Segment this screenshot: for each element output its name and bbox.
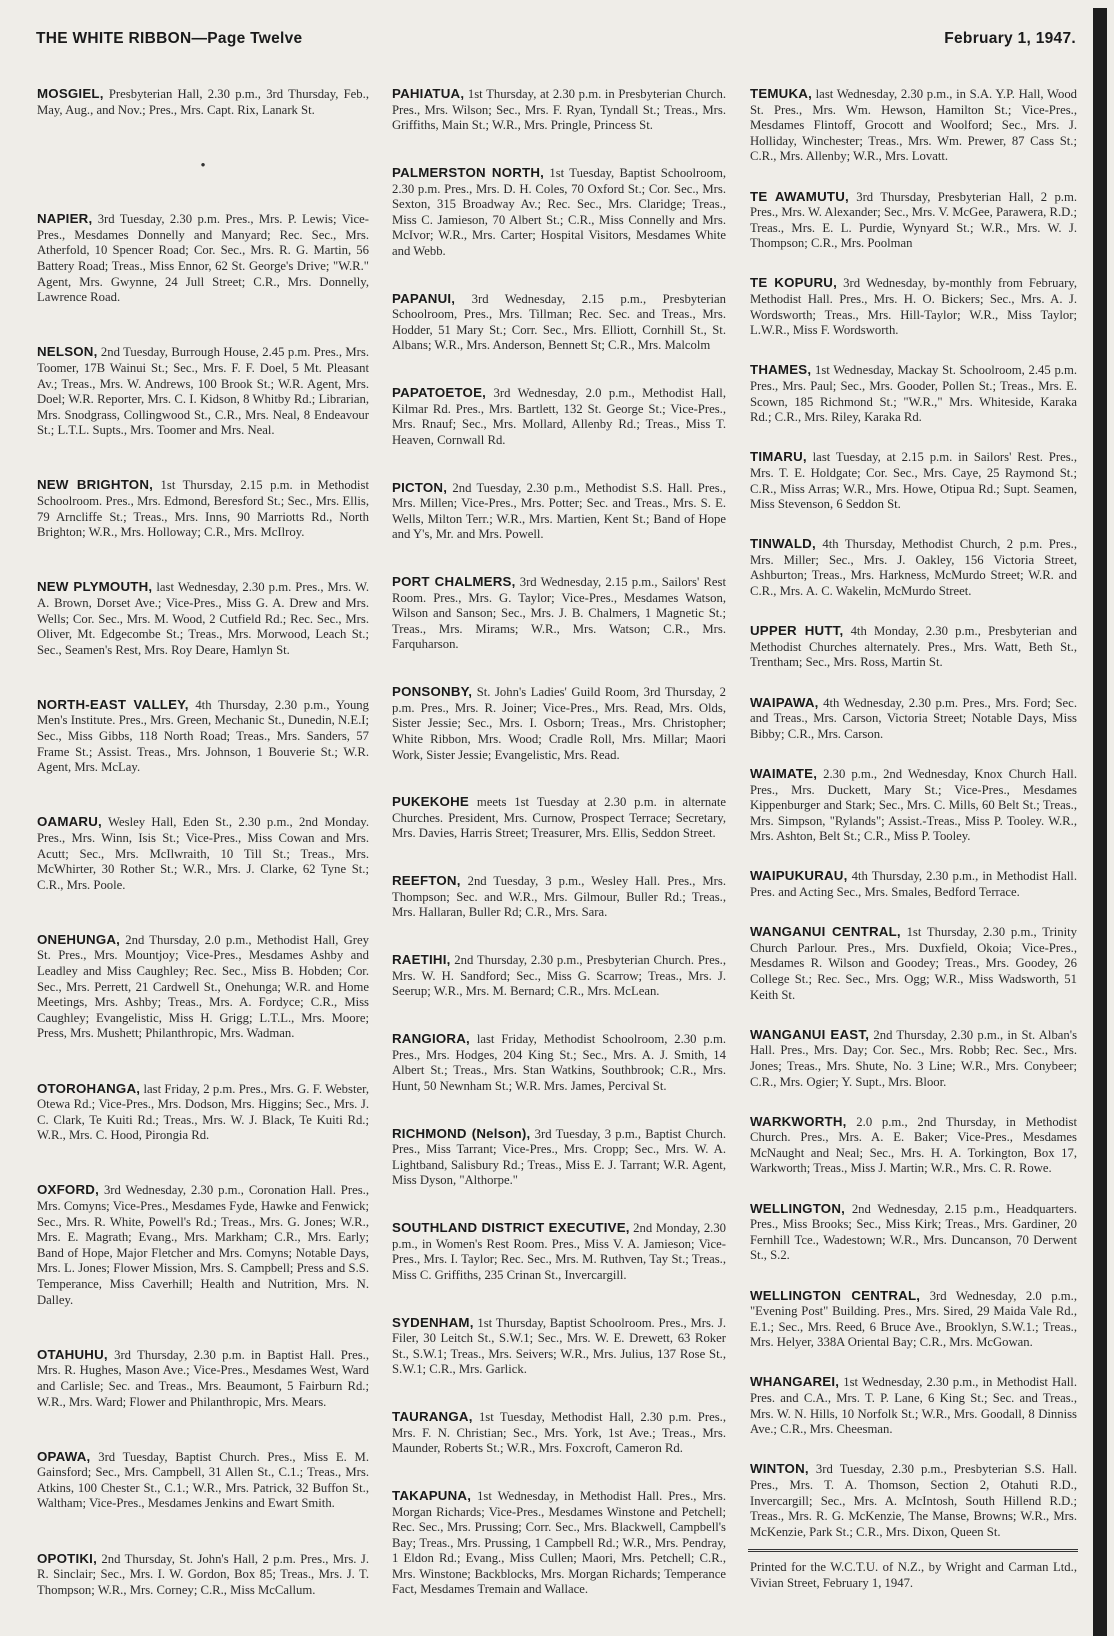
branch-entry [392, 574, 726, 653]
branch-entry [750, 189, 1077, 252]
branch-name: PAPATOETOE, [392, 385, 487, 401]
branch-details: 2nd Wednesday, 2.15 p.m., Headquarters. Pres., Miss Brooks; Sec., Miss Kirk; Treas., Mrs. Gardiner, 20 Fernhill Tce., Wadestown; W.R., Mrs. Duncanson, 70 Derwent St., S.2. [750, 1201, 1077, 1263]
branch-name: OTAHUHU, [37, 1346, 108, 1362]
branch-details: 3rd Wednesday, 2.0 p.m., "Evening Post" Building. Pres., Mrs. Sired, 29 Maida Vale Rd., E.1.; Sec., Mrs. Reed, 6 Bruce Ave., Brooklyn, S.W.1.; Treas., Mrs. Helyer, 338A Oriental Bay; C.R., Mrs. McGowan. [750, 1288, 1078, 1350]
branch-details: last Wednesday, 2.30 p.m. Pres., Mrs. W. A. Brown, Dorset Ave.; Vice-Pres., Miss G. A. Drew and Mrs. Wells; Cor. Sec., Mrs. M. Wood, 2 Cutfield Rd.; Rec. Sec., Mrs. Oliver, Mt. Edgecombe St.; Treas., Mrs. Morwood, Leach St.; Sec., Seamen's Rest, Mrs. Roy Deare, Hamlyn St. [37, 580, 369, 657]
branch-name: OTOROHANGA, [37, 1080, 141, 1096]
branch-entry [37, 932, 369, 1042]
column-3 [750, 86, 1077, 1540]
branch-details: 4th Thursday, Methodist Church, 2 p.m. Pres., Mrs. Miller; Sec., Mrs. J. Oakley, 156 Victoria Street, Ashburton; Treas., Mrs. Harkness, McMurdo Street; W.R. and C.R., Mrs. A. C. Wakelin, McMurdo Street. [750, 537, 1077, 599]
branch-details: 3rd Tuesday, 2.30 p.m. Pres., Mrs. P. Lewis; Vice-Pres., Mesdames Donnelly and Manyard; Rec. Sec., Mrs. Atherfold, 10 Spencer Road; Cor. Sec., Mrs. R. G. Martin, 56 Battery Road; Treas., Miss Ennor, 62 St. George's Drive; "W.R." Agent, Mrs. Gwynne, 24 Jull Street; C.R., Mrs. Donnelly, Lawrence Road. [37, 212, 370, 305]
branch-entry [392, 952, 726, 1000]
branch-name: TE KOPURU, [750, 275, 837, 291]
branch-details: 1st Thursday, 2.15 p.m. in Methodist Schoolroom. Pres., Mrs. Edmond, Beresford St.; Sec., Mrs. Ellis, 79 Arncliffe St.; Treas., Mrs. Inns, 90 Marriotts Rd., North Brighton; W.R., Mrs. Holloway; C.R., Mrs. McIlroy. [37, 478, 370, 540]
branch-details: last Tuesday, at 2.15 p.m. in Sailors' Rest. Pres., Mrs. T. E. Holdgate; Cor. Sec., Mrs. Caye, 25 Raymond St.; C.R., Miss Arras; W.R., Mrs. Howe, Otipua Rd.; Supt. Seamen, Miss Stevenson, 6 Seddon St. [750, 450, 1077, 512]
branch-entry [750, 536, 1077, 599]
branch-details: 1st Thursday, 2.30 p.m., Trinity Church Parlour. Pres., Mrs. Duxfield, Okoia; Vice-Pres., Mesdames R. Wilson and Goodey; Treas., Mrs. Goodey, 26 College St.; Rec. Sec., Mrs. Ogg; W.R., Miss Wadsworth, 51 Keith St. [750, 925, 1077, 1002]
branch-details: 3rd Tuesday, 2.30 p.m., Presbyterian S.S. Hall. Pres., Mrs. T. A. Thomson, Section 2, Otahuti R.D., Invercargill; Sec., Mrs. A. McIntosh, South Hillend R.D.; Treas., Mrs. R. G. McKenzie, The Manse, Browns; W.R., Mrs. McKenzie, Park St.; C.R., Mrs. Dixon, Queen St. [750, 1462, 1078, 1539]
branch-name: PICTON, [392, 479, 448, 495]
branch-name: PONSONBY, [392, 684, 473, 700]
branch-entry [392, 1126, 726, 1189]
branch-details: 1st Wednesday, in Methodist Hall. Pres., Mrs. Morgan Richards; Vice-Pres., Mesdames Winstone and Petchell; Rec. Sec., Mrs. Prussing; Corr. Sec., Mrs. Blackwell, Campbell's Bay; Treas., Mrs. Prussing, 1 Campbell Rd.; W.R., Mrs. Pendray, 1 Eldon Rd.; Evang., Miss Cullen; Maori, Mrs. Petchell; C.R., Mrs. Winstone; Backblocks, Mrs. Morgan Richards; Temperance Fact, Mesdames Tremain and Wallace. [392, 1488, 726, 1597]
branch-name: PORT CHALMERS, [392, 574, 516, 590]
branch-name: TAKAPUNA, [392, 1487, 472, 1503]
branch-details: 3rd Wednesday, 2.15 p.m., Sailors' Rest Room. Pres., Mrs. G. Taylor; Vice-Pres., Mesdames Watson, Wilson and Sanson; Sec., Mrs. J. B. Chalmers, 1 Magnetic St.; Treas., Mrs. Mirams; W.R., Mrs. Watson; C.R., Mrs. Farquharson. [392, 575, 726, 652]
branch-details: 3rd Tuesday, 3 p.m., Baptist Church. Pres., Miss Tarrant; Vice-Pres., Mrs. Cropp; Sec., Mrs. W. A. Lightband, Salisbury Rd.; Treas., Miss E. J. Tarrant; W.R. Agent, Miss Dyson, "Althorpe." [392, 1126, 726, 1188]
branch-details: 2nd Thursday, 2.30 p.m., Presbyterian Church. Pres., Mrs. W. H. Sandford; Sec., Miss G. Scarrow; Treas., Mrs. J. Seerup; W.R., Mrs. M. Bernard; C.R., Mrs. McLean. [392, 953, 727, 999]
branch-entry [392, 165, 726, 260]
branch-entry [750, 1027, 1077, 1090]
branch-name: PAPANUI, [392, 290, 456, 306]
branch-name: MOSGIEL, [37, 86, 104, 101]
branch-entry [392, 1315, 726, 1378]
branch-name: NEW PLYMOUTH, [37, 579, 153, 595]
branch-entry [750, 924, 1077, 1003]
branch-entry [392, 1409, 726, 1457]
branch-name: UPPER HUTT, [750, 623, 844, 639]
branch-name: PAHIATUA, [392, 86, 465, 101]
branch-name: WELLINGTON, [750, 1200, 846, 1216]
branch-details: 1st Thursday, Baptist Schoolroom. Pres., Mrs. J. Filer, 30 Leitch St., S.W.1; Sec., Mrs. W. E. Drewett, 63 Roker St., S.W.1; Treas., Mrs. Seivers; W.R., Mrs. Julius, 137 Rose St., S.W.1; C.R., Mrs. Garlick. [392, 1315, 726, 1377]
branch-entry [392, 873, 726, 921]
branch-details: 3rd Thursday, 2.30 p.m. in Baptist Hall. Pres., Mrs. R. Hughes, Mason Ave.; Vice-Pres., Mesdames West, Ward and Carlisle; Sec. and Treas., Mrs. Beaumont, 5 Fairburn Rd.; W.R., Mrs. Ward; Flower and Philanthropic, Mrs. Mears. [37, 1347, 369, 1409]
branch-entry [392, 684, 726, 763]
branch-name: OXFORD, [37, 1182, 99, 1198]
branch-details: 1st Tuesday, Baptist Schoolroom, 2.30 p.m. Pres., Mrs. D. H. Coles, 70 Oxford St.; Cor. Sec., Mrs. Sexton, 315 Broadway Av.; Rec. Sec., Mrs. Claridge; Treas., Miss C. Jamieson, 70 Albert St.; C.R., Miss Connelly and Mrs. McIvor; W.R., Mrs. Carter; Hospital Visitors, Mesdames White and Webb. [392, 165, 726, 258]
branch-name: WAIPUKURAU, [750, 868, 848, 884]
branch-name: NORTH-EAST VALLEY, [37, 696, 189, 712]
branch-details: 3rd Thursday, Presbyterian Hall, 2 p.m. Pres., Mrs. W. Alexander; Sec., Mrs. V. McGee, Parawera, R.D.; Treas., Mrs. E. L. Purdie, Wynyard St.; W.R., Mrs. W. J. Thompson; C.R., Mrs. Poolman [750, 189, 1077, 251]
branch-details: meets 1st Tuesday at 2.30 p.m. in alternate Churches. President, Mrs. Curnow, Prospect Terrace; Secretary, Mrs. Davies, Harris Street; Treasurer, Mrs. Ellis, Seddon Street. [392, 795, 726, 841]
running-head: THE WHITE RIBBON—Page Twelve [36, 30, 303, 47]
branch-details: last Friday, 2 p.m. Pres., Mrs. G. F. Webster, Otewa Rd.; Vice-Pres., Mrs. Dodson, Mrs. Higgins; Sec., Mrs. J. C. Clark, Te Kuiti Rd.; Treas., Mrs. W. J. Black, Te Kuiti Rd.; W.R., Mrs. C. Hood, Pirongia Rd. [37, 1081, 369, 1143]
branch-name: RICHMOND (Nelson), [392, 1125, 531, 1141]
branch-name: WINTON, [750, 1461, 809, 1477]
branch-details: 2nd Thursday, 2.30 p.m., in St. Alban's Hall. Pres., Mrs. Day; Cor. Sec., Mrs. Robb; Rec. Sec., Mrs. Jones; Treas., Mrs. Shute, No. 3 Line; W.R., Mrs. Conybeer; C.R., Mrs. Ogier; Y. Supt., Mrs. Bloor. [750, 1027, 1078, 1089]
branch-name: ONEHUNGA, [37, 931, 121, 947]
branch-name: TAURANGA, [392, 1409, 473, 1424]
branch-name: NAPIER, [37, 211, 93, 227]
branch-entry [37, 697, 369, 776]
binding-edge [1093, 8, 1107, 1636]
branch-entry [750, 449, 1077, 512]
branch-details: 2nd Tuesday, Burrough House, 2.45 p.m. Pres., Mrs. Toomer, 17B Wainui St.; Sec., Mrs. F. F. Doel, 5 Mt. Pleasant Av.; Treas., Mrs. W. Andrews, 100 Brook St.; W.R. Agent, Mrs. Doel; W.R. Reporter, Mrs. C. I. Kidson, 8 Whitby Rd.; Librarian, Mrs. Snodgrass, Collingwood St., C.R., Mrs. Neal, 8 Endeavour St.; L.T.L. Supts., Mrs. Toomer and Mrs. Neal. [37, 345, 369, 438]
branch-entry [37, 1449, 369, 1512]
branch-details: 4th Thursday, 2.30 p.m., in Methodist Hall. Pres. and Acting Sec., Mrs. Smales, Bedford Terrace. [750, 869, 1077, 900]
branch-name: OAMARU, [37, 814, 102, 830]
branch-entry [37, 86, 369, 118]
branch-name: RAETIHI, [392, 952, 451, 968]
branch-details: 2nd Tuesday, 3 p.m., Wesley Hall. Pres., Mrs. Thompson; Sec. and W.R., Mrs. Gilmour, Buller Rd.; Treas., Mrs. Hallaran, Buller Rd; C.R., Mrs. Sara. [392, 874, 727, 920]
branch-entry [37, 1081, 369, 1144]
branch-entry [392, 1220, 726, 1283]
branch-entry [392, 480, 726, 543]
branch-name: OPAWA, [37, 1448, 91, 1464]
branch-name: WHANGAREI, [750, 1374, 840, 1390]
branch-details: 1st Wednesday, 2.30 p.m., in Methodist Hall. Pres. and C.A., Mrs. T. P. Lane, 6 King St.; Sec. and Treas., Mrs. W. N. Hills, 10 Norfolk St.; W.R., Mrs. Goodall, 8 Dinniss Ave.; C.R., Mrs. Cheesman. [750, 1375, 1077, 1437]
branch-entry [750, 766, 1077, 845]
page-header [36, 26, 1076, 50]
branch-name: WAIMATE, [750, 765, 818, 781]
branch-details: Wesley Hall, Eden St., 2.30 p.m., 2nd Monday. Pres., Mrs. Winn, Isis St.; Vice-Pres., Miss Cowan and Mrs. Acutt; Sec., Mrs. McIlwraith, 10 Till St.; Treas., Mrs. McWhirter, 30 Rother St.; W.R., Mrs. J. Clarke, 62 Tyne St.; C.R., Mrs. Poole. [37, 815, 369, 892]
branch-details: 3rd Wednesday, 2.0 p.m., Methodist Hall, Kilmar Rd. Pres., Mrs. Bartlett, 132 St. George St.; Vice-Pres., Mrs. Rnauf; Sec., Mrs. Mollard, Allenby Rd.; Treas., Miss T. Heaven, Cornwall Rd. [392, 386, 726, 447]
column-2 [392, 86, 726, 1598]
branch-details: St. John's Ladies' Guild Room, 3rd Thursday, 2 p.m. Pres., Mrs. R. Joiner; Vice-Pres., Mrs. Read, Mrs. Olds, Sister Jessie; Sec., Mrs. I. Osborn; Treas., Mrs. Christopher; White Ribbon, Mrs. Wood; Cradle Roll, Mrs. Millar; Maori Work, Sister Jessie; Evangelistic, Mrs. Read. [392, 685, 727, 762]
branch-name: WARKWORTH, [750, 1113, 847, 1129]
branch-entry [750, 362, 1077, 425]
branch-name: SOUTHLAND DISTRICT EXECUTIVE, [392, 1220, 630, 1235]
branch-name: TIMARU, [750, 449, 807, 465]
branch-entry [750, 1114, 1077, 1177]
branch-details: 2nd Tuesday, 2.30 p.m., Methodist S.S. Hall. Pres., Mrs. Millen; Vice-Pres., Mrs. Potter; Sec. and Treas., Mrs. S. E. Wells, Milton Terr.; W.R., Mrs. Martien, Kent St.; Band of Hope and Y's, Mr. and Mrs. Powell. [392, 480, 726, 542]
branch-name: NEW BRIGHTON, [37, 477, 154, 493]
branch-entry [392, 794, 726, 842]
branch-name: TEMUKA, [750, 86, 812, 101]
branch-entry [750, 275, 1077, 338]
branch-entry [392, 291, 726, 354]
branch-entry [392, 1488, 726, 1598]
branch-entry [392, 86, 726, 134]
branch-entry [37, 579, 369, 658]
branch-entry [392, 1031, 726, 1094]
branch-details: 3rd Tuesday, Baptist Church. Pres., Miss E. M. Gainsford; Sec., Mrs. Campbell, 31 Allen St., C.1.; Treas., Mrs. Atkins, 100 Chester St., C.1.; W.R., Mrs. Patrick, 32 Buffon St., Waltham; Vice-Pres., Mesdames Jenkins and Ewart Smith. [37, 1449, 370, 1511]
branch-entry [750, 1201, 1077, 1264]
branch-details: 3rd Wednesday, 2.15 p.m., Presbyterian Schoolroom, Pres., Mrs. Tillman; Rec. Sec. and Treas., Mrs. Hodder, 51 Mary St.; Corr. Sec., Mrs. Elliott, Cornhill St., St. Albans; W.R., Mrs. Anderson, Bennett St; C.R., Mrs. Malcolm [392, 291, 727, 353]
branch-details: 1st Tuesday, Methodist Hall, 2.30 p.m. Pres., Mrs. F. N. Christian; Sec., Mrs. York, 1st Ave.; Treas., Mrs. Maunder, Roberts St.; W.R., Mrs. Foxcroft, Cameron Rd. [392, 1410, 726, 1456]
branch-details: 2nd Thursday, St. John's Hall, 2 p.m. Pres., Mrs. J. R. Sinclair; Sec., Mrs. I. W. Gordon, Box 85; Treas., Mrs. J. T. Thompson; W.R., Mrs. Corney; C.R., Miss McCallum. [37, 1551, 369, 1597]
branch-details: Presbyterian Hall, 2.30 p.m., 3rd Thursday, Feb., May, Aug., and Nov.; Pres., Mrs. Capt. Rix, Lanark St. [37, 87, 369, 117]
branch-details: 2nd Monday, 2.30 p.m., in Women's Rest Room. Pres., Miss V. A. Jamieson; Vice-Pres., Mrs. I. Taylor; Rec. Sec., Mrs. M. Ruthven, Tay St.; Treas., Miss C. Griffiths, 235 Crinan St., Invercargill. [392, 1221, 727, 1282]
branch-details: 2nd Thursday, 2.0 p.m., Methodist Hall, Grey St. Pres., Mrs. Mountjoy; Vice-Pres., Mesdames Ashby and Leadley and Miss Caughley; Rec. Sec., Miss B. Hobden; Cor. Sec., Mrs. Perrett, 21 Cardwell St., Onehunga; W.R. and Home Meetings, Mrs. Ashby; Treas., Mrs. A. Fordyce; C.R., Miss Caughley; Evangelistic, Miss H. Grigg; L.T.L., Mrs. Moore; Press, Mrs. Mushett; Philanthropic, Mrs. Wadman. [37, 932, 370, 1041]
branch-entry [750, 1374, 1077, 1437]
column-1 [37, 86, 369, 1598]
branch-entry [750, 1461, 1077, 1540]
separator-mark: • [200, 156, 206, 172]
branch-name: WELLINGTON CENTRAL, [750, 1287, 921, 1303]
branch-entry [37, 1182, 369, 1308]
branch-details: last Friday, Methodist Schoolroom, 2.30 p.m. Pres., Mrs. Hodges, 204 King St.; Sec., Mrs. A. J. Smith, 14 Albert St.; Treas., Mrs. Stan Watkins, Southbrook; C.R., Mrs. Hunt, 50 Newnham St.; W.R. Mrs. James, Percival St. [392, 1032, 726, 1093]
branch-name: RANGIORA, [392, 1031, 470, 1046]
branch-name: NELSON, [37, 344, 98, 360]
branch-entry [750, 1288, 1077, 1351]
branch-entry [392, 385, 726, 448]
branch-entry [37, 344, 369, 439]
branch-name: PUKEKOHE [392, 794, 469, 810]
branch-details: 4th Thursday, 2.30 p.m., Young Men's Institute. Pres., Mrs. Green, Mechanic St., Dunedin, N.E.I; Sec., Miss Gibbs, 118 North Road; Treas., Mrs. Sanders, 57 Frame St.; Assist. Treas., Mrs. Johnson, 1 Bouverie St.; W.R. Agent, Mrs. McLay. [37, 697, 369, 775]
printer-imprint: Printed for the W.C.T.U. of N.Z., by Wright and Carman Ltd., Vivian Street, February 1, 1947. [750, 1560, 1077, 1590]
branch-name: TINWALD, [750, 536, 816, 552]
branch-details: 1st Wednesday, Mackay St. Schoolroom, 2.45 p.m. Pres., Mrs. Paul; Sec., Mrs. Gooder, Pollen St.; Treas., Mrs. E. Scown, 185 Richmond St.; "W.R.," Mrs. Whiteside, Karaka Rd.; C.R., Mrs. Riley, Karaka Rd. [750, 363, 1077, 425]
branch-name: REEFTON, [392, 873, 461, 889]
branch-details: 3rd Wednesday, by-monthly from February, Methodist Hall. Pres., Mrs. H. O. Bickers; Sec., Mrs. A. J. Wordsworth; Treas., Mrs. Hill-Taylor; W.R., Miss Taylor; L.W.R., Miss F. Wordsworth. [750, 276, 1077, 338]
branch-entry [37, 1551, 369, 1599]
branch-name: WANGANUI EAST, [750, 1026, 870, 1042]
branch-name: THAMES, [750, 362, 812, 378]
branch-name: SYDENHAM, [392, 1314, 474, 1330]
branch-details: 4th Wednesday, 2.30 p.m. Pres., Mrs. Ford; Sec. and Treas., Mrs. Carson, Victoria Street; Notable Days, Miss Bibby; C.R., Mrs. Carson. [750, 695, 1077, 741]
branch-details: 2.30 p.m., 2nd Wednesday, Knox Church Hall. Pres., Mrs. Duckett, Mary St.; Vice-Pres., Mesdames Kippenburger and Stark; Sec., Mrs. C. Mills, 60 Belt St.; Treas., Mrs. Simpson, "Rylands"; Assist.-Treas., Miss P. Tooley. W.R., Mrs. Ashton, Belt St.; C.R., Miss P. Tooley. [750, 766, 1077, 844]
branch-name: TE AWAMUTU, [750, 188, 849, 204]
branch-name: OPOTIKI, [37, 1550, 97, 1566]
branch-details: last Wednesday, 2.30 p.m., in S.A. Y.P. Hall, Wood St. Pres., Mrs. Wm. Hewson, Hamilton St.; Vice-Pres., Mesdames Flintoff, Grocott and Woolford; Sec., Mrs. J. Holliday, Winchester; Treas., Mrs. Wm. Prewer, 87 Cass St.; C.R., Mrs. Allenby; W.R., Mrs. Lovatt. [750, 87, 1078, 164]
branch-entry [37, 1347, 369, 1410]
branch-entry [37, 211, 369, 306]
branch-entry [750, 868, 1077, 900]
branch-entry [37, 477, 369, 540]
branch-entry [750, 623, 1077, 671]
branch-entry [37, 814, 369, 893]
branch-details: 2.0 p.m., 2nd Thursday, in Methodist Church. Pres., Mrs. A. E. Baker; Vice-Pres., Mesdames McNaught and Neal; Sec., Mrs. H. A. Torkington, Box 17, Warkworth; Treas., Miss J. Martin; W.R., Mrs. C. R. Rowe. [750, 1114, 1078, 1176]
branch-name: WANGANUI CENTRAL, [750, 924, 901, 940]
branch-entry [750, 86, 1077, 165]
issue-date: February 1, 1947. [944, 30, 1076, 47]
branch-entry [750, 695, 1077, 743]
branch-details: 4th Monday, 2.30 p.m., Presbyterian and Methodist Churches alternately. Pres., Mrs. Watt, Beth St., Trentham; Sec., Mrs. Ross, Martin St. [750, 624, 1077, 670]
footer-rule [748, 1549, 1078, 1552]
branch-name: PALMERSTON NORTH, [392, 164, 545, 180]
branch-details: 1st Thursday, at 2.30 p.m. in Presbyterian Church. Pres., Mrs. Wilson; Sec., Mrs. F. Ryan, Tyndall St.; Treas., Mrs. Griffiths, Main St.; W.R., Mrs. Pringle, Princess St. [392, 87, 726, 133]
branch-details: 3rd Wednesday, 2.30 p.m., Coronation Hall. Pres., Mrs. Comyns; Vice-Pres., Mesdames Fyde, Hawke and Fenwick; Sec., Mrs. R. White, Powell's Rd.; Treas., Mrs. G. Jones; W.R., Mrs. E. Magrath; Evang., Mrs. Markham; C.R., Mrs. Early; Band of Hope, Major Fletcher and Mrs. Comyns; Notable Days, Mrs. L. Jones; Flower Mission, Mrs. S. Campbell; Press and S.S. Temperance, Miss Caverhill; Health and Nutrition, Mrs. N. Dalley. [37, 1183, 369, 1307]
branch-name: WAIPAWA, [750, 694, 819, 710]
